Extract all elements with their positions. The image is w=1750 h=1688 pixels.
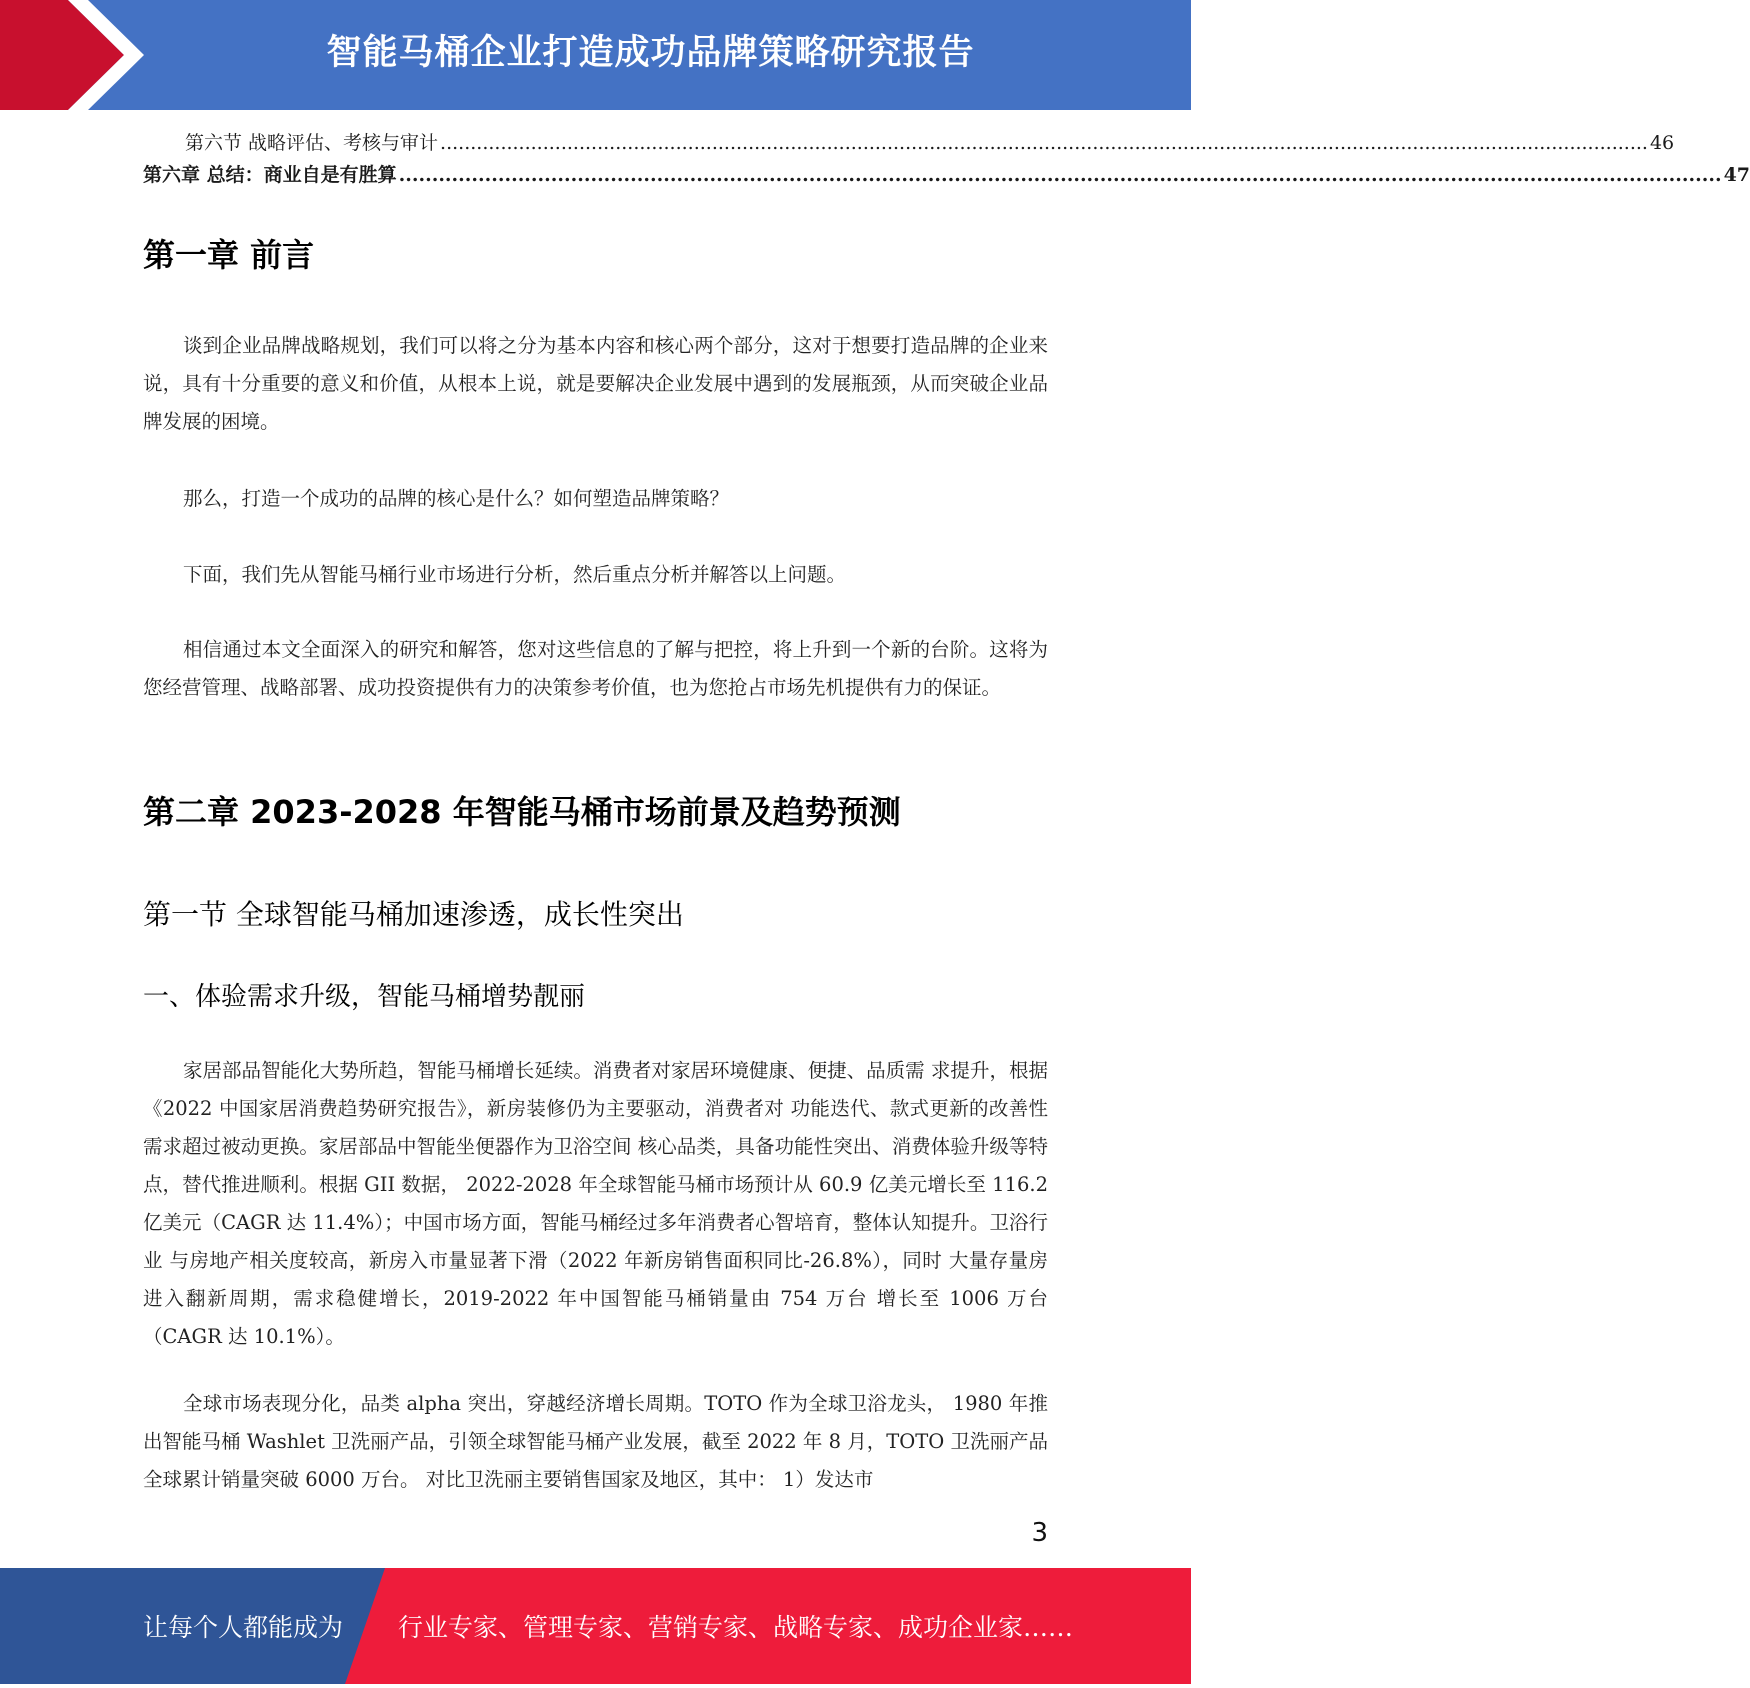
chapter-2-heading: 第二章 2023-2028 年智能马桶市场前景及趋势预测 xyxy=(143,793,901,831)
page-footer xyxy=(0,1568,1191,1684)
report-title: 智能马桶企业打造成功品牌策略研究报告 xyxy=(326,33,975,73)
section-heading: 第一节 全球智能马桶加速渗透，成长性突出 xyxy=(143,898,684,931)
paragraph: 全球市场表现分化，品类 alpha 突出，穿越经济增长周期。TOTO 作为全球卫浴龙头， 1980 年推出智能马桶 Washlet 卫洗丽产品，引领全球智能马桶产业发展，截至 2022 年 8 月，TOTO 卫洗丽产品全球累计销量突破 6000 万台。 对比卫洗丽主要销售国家及地区，其中： 1）发达市 xyxy=(143,1392,1048,1491)
chapter-1-heading: 第一章 前言 xyxy=(143,236,315,274)
toc-leader-dots: ........................................................................................................................................................................................................ xyxy=(440,132,1648,154)
toc-leader-dots: ........................................................................................................................................................................................................ xyxy=(398,164,1722,186)
toc-entry-label: 第六章 总结：商业自是有胜算 xyxy=(143,164,397,186)
toc-entry-page: 47 xyxy=(1723,164,1750,186)
toc-entry-label: 第六节 战略评估、考核与审计 xyxy=(185,132,439,154)
page-number: 3 xyxy=(1031,1518,1048,1548)
toc-entry[interactable] xyxy=(143,128,1675,160)
footer-slogan-right: 行业专家、管理专家、营销专家、战略专家、成功企业家…… xyxy=(398,1613,1074,1642)
toc-entry[interactable] xyxy=(143,160,1750,192)
paragraph: 那么，打造一个成功的品牌的核心是什么？如何塑造品牌策略？ xyxy=(183,487,730,510)
subsection-heading: 一、体验需求升级，智能马桶增势靓丽 xyxy=(143,982,586,1012)
paragraph: 谈到企业品牌战略规划，我们可以将之分为基本内容和核心两个部分，这对于想要打造品牌的企业来说，具有十分重要的意义和价值，从根本上说，就是要解决企业发展中遇到的发展瓶颈，从而突破企业品牌发展的困境。 xyxy=(143,334,1048,433)
header-red-arrow xyxy=(0,0,150,110)
table-of-contents xyxy=(143,128,1750,192)
paragraph: 家居部品智能化大势所趋，智能马桶增长延续。消费者对家居环境健康、便捷、品质需 求提升，根据《2022 中国家居消费趋势研究报告》，新房装修仍为主要驱动，消费者对 功能迭代、款式更新的改善性需求超过被动更换。家居部品中智能坐便器作为卫浴空间 核心品类，具备功能性突出、消费体验升级等特点，替代推进顺利。根据 GII 数据， 2022-2028 年全球智能马桶市场预计从 60.9 亿美元增长至 116.2 亿美元（CAGR 达 11.4%）；中国市场方面，智能马桶经过多年消费者心智培育，整体认知提升。卫浴行业 与房地产相关度较高，新房入市量显著下滑（2022 年新房销售面积同比-26.8%），同时 大量存量房进入翻新周期，需求稳健增长，2019-2022 年中国智能马桶销量由 754 万台 增长至 1006 万台（CAGR 达 10.1%）。 xyxy=(143,1059,1048,1348)
toc-entry-page: 46 xyxy=(1649,132,1675,154)
footer-slogan-left: 让每个人都能成为 xyxy=(143,1613,344,1642)
paragraph: 下面，我们先从智能马桶行业市场进行分析，然后重点分析并解答以上问题。 xyxy=(183,563,847,586)
page-header xyxy=(0,0,1191,110)
paragraph: 相信通过本文全面深入的研究和解答，您对这些信息的了解与把控，将上升到一个新的台阶。这将为您经营管理、战略部署、成功投资提供有力的决策参考价值，也为您抢占市场先机提供有力的保证。 xyxy=(143,638,1048,699)
